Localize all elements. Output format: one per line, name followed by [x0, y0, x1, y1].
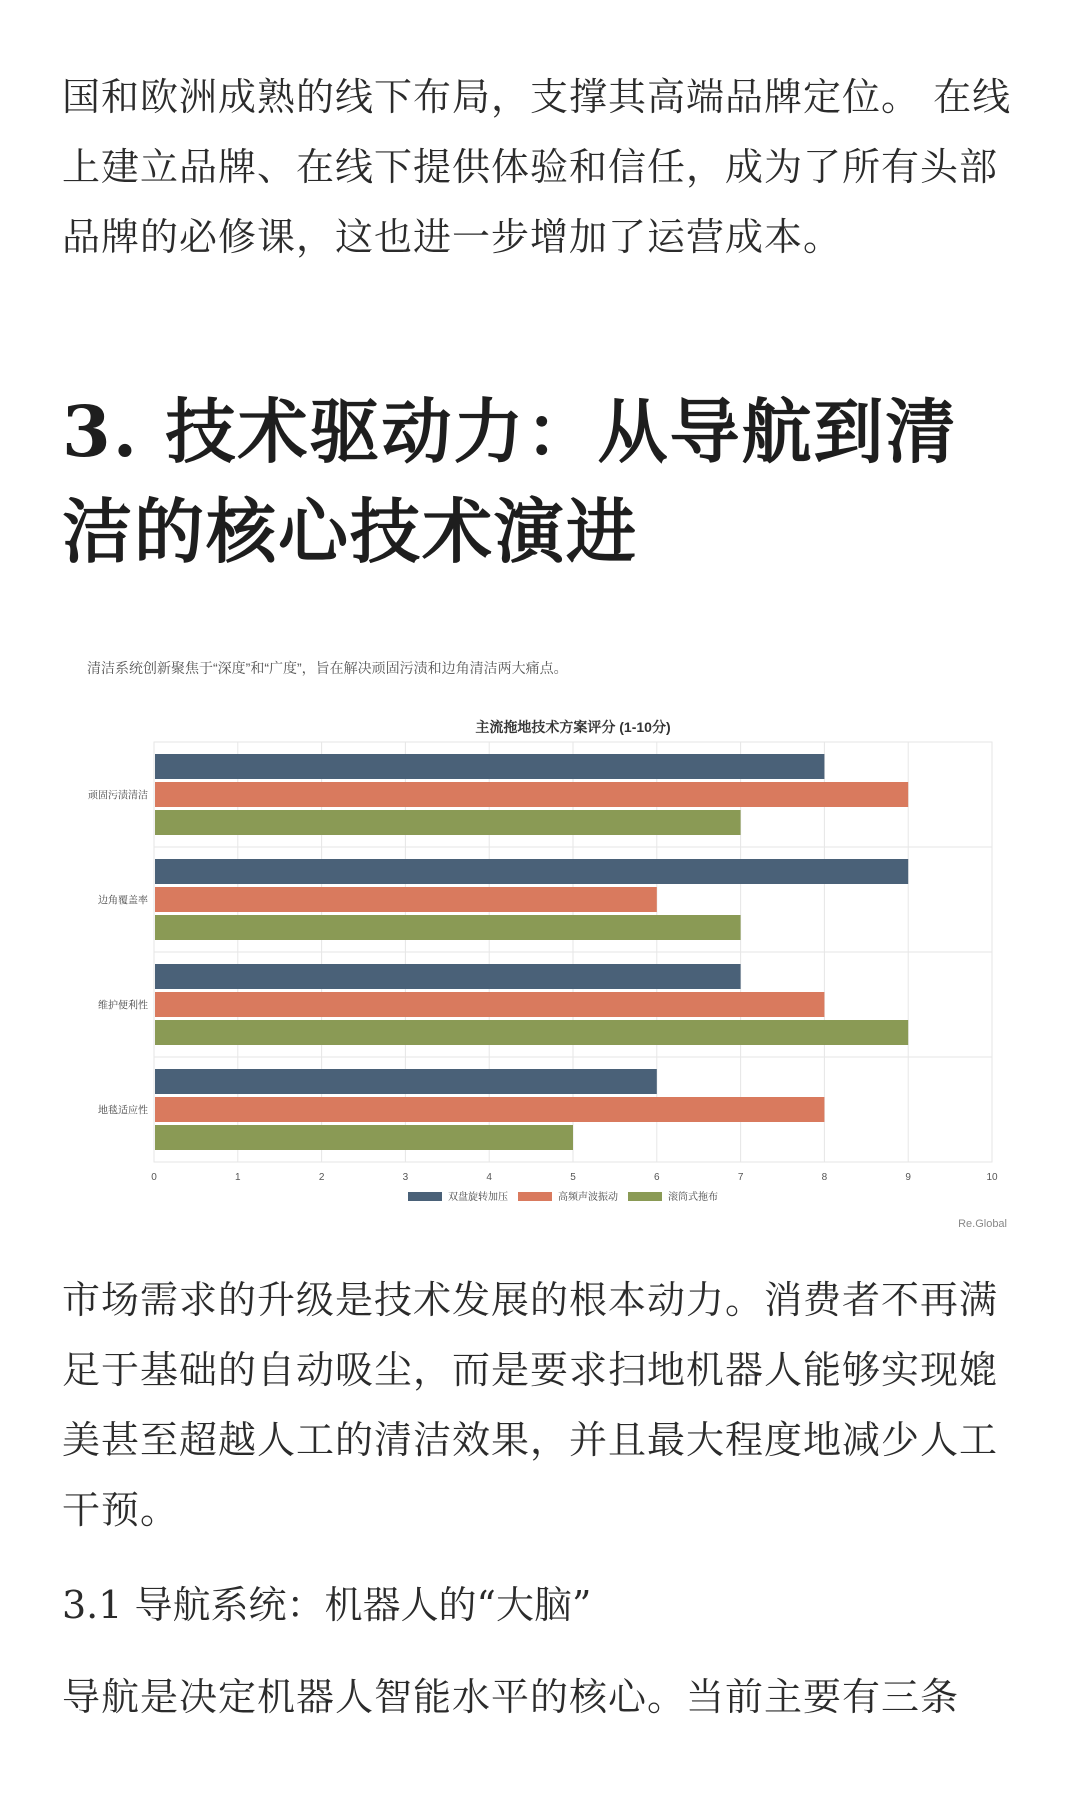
bar-chart: [62, 650, 1027, 1230]
nav-paragraph: 导航是决定机器人智能水平的核心。当前主要有三条: [62, 1675, 960, 1719]
section-heading: 3. 技术驱动力：从导航到清洁的核心技术演进: [62, 390, 958, 573]
bar: [155, 915, 741, 940]
x-tick-label: 10: [986, 1172, 998, 1183]
x-tick-label: 6: [654, 1172, 660, 1183]
bar: [155, 1097, 824, 1122]
bar: [155, 782, 908, 807]
bar: [155, 887, 657, 912]
bar: [155, 754, 824, 779]
bar: [155, 992, 824, 1017]
legend-swatch: [518, 1192, 552, 1201]
x-tick-label: 2: [318, 1172, 325, 1183]
x-tick-label: 9: [905, 1172, 911, 1183]
bar: [155, 1069, 657, 1094]
legend-label: 高频声波振动: [558, 1192, 618, 1203]
y-tick-label: 边角覆盖率: [98, 895, 148, 907]
x-tick-label: 0: [151, 1172, 157, 1183]
intro-paragraph: 国和欧洲成熟的线下布局，支撑其高端品牌定位。 在线上建立品牌、在线下提供体验和信任，成为了所有头部品牌的必修课，这也进一步增加了运营成本。: [62, 75, 1012, 259]
x-tick-label: 1: [235, 1172, 241, 1183]
x-tick-label: 4: [486, 1172, 492, 1183]
legend-swatch: [628, 1192, 662, 1201]
y-tick-label: 顽固污渍清洁: [88, 790, 148, 802]
body-paragraph: 市场需求的升级是技术发展的根本动力。消费者不再满足于基础的自动吸尘，而是要求扫地机器人能够实现媲美甚至超越人工的清洁效果，并且最大程度地减少人工干预。: [62, 1278, 999, 1532]
x-tick-label: 5: [570, 1172, 576, 1183]
legend-label: 滚筒式拖布: [668, 1192, 718, 1203]
bar: [155, 1125, 573, 1150]
bar: [155, 859, 908, 884]
chart-intro-text: 清洁系统创新聚焦于“深度”和“广度”，旨在解决顽固污渍和边角清洁两大痛点。: [87, 660, 568, 676]
bar: [155, 810, 741, 835]
x-tick-label: 8: [821, 1172, 828, 1183]
chart-watermark: Re.Global: [958, 1218, 1007, 1230]
x-tick-label: 3: [402, 1172, 409, 1183]
y-tick-label: 维护便利性: [98, 1000, 148, 1012]
bar: [155, 964, 741, 989]
y-tick-label: 地毯适应性: [98, 1105, 148, 1117]
legend-label: 双盘旋转加压: [448, 1192, 508, 1203]
subheading: 3.1 导航系统：机器人的“大脑”: [62, 1583, 592, 1627]
x-tick-label: 7: [737, 1172, 744, 1183]
bar: [155, 1020, 908, 1045]
chart-figure: [62, 650, 1027, 1230]
legend-swatch: [408, 1192, 442, 1201]
chart-title: 主流拖地技术方案评分 (1-10分): [475, 719, 671, 735]
